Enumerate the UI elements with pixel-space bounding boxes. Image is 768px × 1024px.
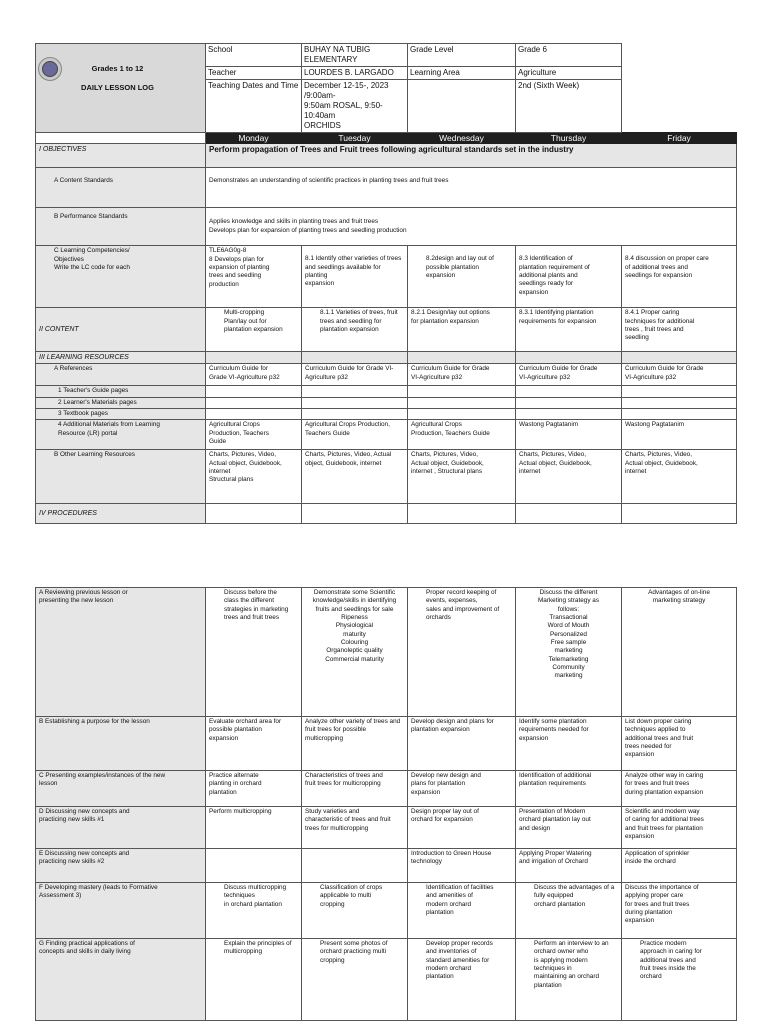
content-monday: Multi-cropping Plan/lay out for plantation expansion: [206, 308, 302, 352]
procedure-d-wednesday: Design proper lay out of orchard for expansion: [408, 807, 516, 849]
content-wednesday: 8.2.1 Design/lay out options for plantation expansion: [408, 308, 516, 352]
content-standards-row: [36, 168, 737, 208]
dates-value: December 12-15-, 2023 /9:00am- 9:50am ROSAL, 9:50-10:40am ORCHIDS: [302, 80, 408, 133]
objectives-main: Perform propagation of Trees and Fruit trees following agricultural standards set in the industry: [206, 144, 737, 168]
other-resources-row: [36, 450, 737, 504]
learning-area-value: Agriculture: [516, 67, 622, 80]
objectives-section-label: I OBJECTIVES: [36, 144, 206, 168]
grade-level-label: Grade Level: [408, 44, 516, 67]
content-friday: 8.4.1 Proper caring techniques for additional trees , fruit trees and seedling: [622, 308, 737, 352]
procedure-d-monday: Perform multicropping: [206, 807, 302, 849]
teacher-value: LOURDES B. LARGADO: [302, 67, 408, 80]
procedure-a-label: A Reviewing previous lesson or presenting the new lesson: [36, 588, 206, 717]
procedure-b-wednesday: Develop design and plans for plantation expansion: [408, 717, 516, 771]
procedure-f-friday: Discuss the importance of applying proper care for trees and fruit trees during plantation expansion: [622, 883, 737, 939]
dates-label: Teaching Dates and Time: [206, 80, 302, 133]
additional-wednesday: Agricultural Crops Production, Teachers Guide: [408, 420, 516, 450]
procedure-d-thursday: Presentation of Modern orchard plantation lay out and design: [516, 807, 622, 849]
other-monday: Charts, Pictures, Video, Actual object, Guidebook, internet Structural plans: [206, 450, 302, 504]
dll-title-cell: [36, 44, 206, 133]
procedure-e-friday: Application of sprinkler inside the orchard: [622, 849, 737, 883]
competency-friday: 8.4 discussion on proper care of additional trees and seedlings for expansion: [622, 246, 737, 308]
procedure-row-e: [36, 849, 737, 883]
school-value: BUHAY NA TUBIG ELEMENTARY: [302, 44, 408, 67]
procedure-e-wednesday: Introduction to Green House technology: [408, 849, 516, 883]
teacher-label: Teacher: [206, 67, 302, 80]
deped-seal-icon: [38, 57, 62, 81]
procedure-row-b: [36, 717, 737, 771]
competency-monday: TLE6AG0g-8 8 Develops plan for expansion of planting trees and seedling production: [206, 246, 302, 308]
procedure-a-tuesday: Demonstrate some Scientific knowledge/skills in identifying fruits and seedlings for sale Ripeness Physiological maturity Colouring Organoleptic quality Commercial maturity: [302, 588, 408, 717]
other-friday: Charts, Pictures, Video, Actual object, Guidebook, internet: [622, 450, 737, 504]
day-monday: Monday: [206, 133, 302, 144]
dll-title-line2: DAILY LESSON LOG: [81, 83, 154, 93]
competency-tuesday: 8.1 Identify other varieties of trees and seedlings available for planting expansion: [302, 246, 408, 308]
content-section-label: II CONTENT: [36, 308, 206, 352]
content-thursday: 8.3.1 Identifying plantation requirements for expansion: [516, 308, 622, 352]
procedure-d-friday: Scientific and modern way of caring for additional trees and fruit trees for plantation expansion: [622, 807, 737, 849]
procedure-b-tuesday: Analyze other variety of trees and fruit trees for possible multicropping: [302, 717, 408, 771]
quarter-value: 2nd (Sixth Week): [516, 80, 622, 133]
procedure-f-wednesday: Identification of facilities and amenities of modern orchard plantation: [408, 883, 516, 939]
procedure-e-tuesday: [302, 849, 408, 883]
competency-wednesday: 8.2design and lay out of possible plantation expansion: [408, 246, 516, 308]
performance-standards-value: Applies knowledge and skills in planting trees and fruit trees Develops plan for expansion of planting trees and seedling production: [206, 208, 737, 246]
procedure-e-label: E Discussing new concepts and practicing new skills #2: [36, 849, 206, 883]
content-row: [36, 308, 737, 352]
lesson-log-table-top: [35, 43, 737, 524]
additional-materials-row: [36, 420, 737, 450]
day-thursday: Thursday: [516, 133, 622, 144]
other-thursday: Charts, Pictures, Video, Actual object, Guidebook, internet: [516, 450, 622, 504]
school-label: School: [206, 44, 302, 67]
other-wednesday: Charts, Pictures, Video, Actual object, Guidebook, internet , Structural plans: [408, 450, 516, 504]
resources-section-row: [36, 352, 737, 364]
procedure-b-monday: Evaluate orchard area for possible plantation expansion: [206, 717, 302, 771]
procedure-row-a: [36, 588, 737, 717]
teachers-guide-row: [36, 386, 737, 397]
procedure-d-tuesday: Study varieties and characteristic of trees and fruit trees for multicropping: [302, 807, 408, 849]
content-standards-label: A Content Standards: [36, 168, 206, 208]
learners-materials-label: 2 Learner's Materials pages: [36, 397, 206, 408]
content-standards-value: Demonstrates an understanding of scientific practices in planting trees and fruit trees: [206, 168, 737, 208]
competencies-label: C Learning Competencies/ Objectives Write the LC code for each: [36, 246, 206, 308]
procedure-d-label: D Discussing new concepts and practicing new skills #1: [36, 807, 206, 849]
procedure-g-monday: Explain the principles of multicropping: [206, 939, 302, 1021]
lesson-log-table-procedures: [35, 587, 737, 1021]
additional-materials-label: 4 Additional Materials from Learning Resource (LR) portal: [36, 420, 206, 450]
procedure-g-wednesday: Develop proper records and inventories of standard amenities for modern orchard plantation: [408, 939, 516, 1021]
procedure-c-monday: Practice alternate planting in orchard plantation: [206, 771, 302, 807]
objectives-row: [36, 144, 737, 168]
procedure-b-friday: List down proper caring techniques applied to additional trees and fruit trees needed for expansion: [622, 717, 737, 771]
procedure-c-friday: Analyze other way in caring for trees and fruit trees during plantation expansion: [622, 771, 737, 807]
teachers-guide-label: 1 Teacher's Guide pages: [36, 386, 206, 397]
competency-thursday: 8.3 Identification of plantation requirement of additional plants and seedlings ready for expansion: [516, 246, 622, 308]
procedure-f-thursday: Discuss the advantages of a fully equipped orchard plantation: [516, 883, 622, 939]
references-friday: Curriculum Guide for Grade VI-Agriculture p32: [622, 364, 737, 386]
day-friday: Friday: [622, 133, 737, 144]
quarter-label-empty: [408, 80, 516, 133]
references-wednesday: Curriculum Guide for Grade VI-Agriculture p32: [408, 364, 516, 386]
learners-materials-row: [36, 397, 737, 408]
procedure-a-thursday: Discuss the different Marketing strategy as follows: Transactional Word of Mouth Personalized Free sample marketing Telemarketing Community marketing: [516, 588, 622, 717]
procedure-g-thursday: Perform an interview to an orchard owner who is applying modern techniques in maintaining an orchard plantation: [516, 939, 622, 1021]
header-row-school: [36, 44, 737, 67]
procedure-f-monday: Discuss multicropping techniques in orchard plantation: [206, 883, 302, 939]
references-tuesday: Curriculum Guide for Grade VI- Agriculture p32: [302, 364, 408, 386]
procedure-row-f: [36, 883, 737, 939]
references-label: A References: [36, 364, 206, 386]
procedure-a-monday: Discuss before the class the different strategies in marketing trees and fruit trees: [206, 588, 302, 717]
procedure-row-c: [36, 771, 737, 807]
procedures-section-row: [36, 504, 737, 524]
procedure-b-label: B Establishing a purpose for the lesson: [36, 717, 206, 771]
procedure-row-d: [36, 807, 737, 849]
day-tuesday: Tuesday: [302, 133, 408, 144]
procedure-f-label: F Developing mastery (leads to Formative Assessment 3): [36, 883, 206, 939]
performance-standards-row: [36, 208, 737, 246]
additional-friday: Wastong Pagtatanim: [622, 420, 737, 450]
additional-tuesday: Agricultural Crops Production, Teachers Guide: [302, 420, 408, 450]
performance-standards-label: B Performance Standards: [36, 208, 206, 246]
grade-level-value: Grade 6: [516, 44, 622, 67]
procedure-g-friday: Practice modern approach in caring for additional trees and fruit trees inside the orchard: [622, 939, 737, 1021]
procedure-c-tuesday: Characteristics of trees and fruit trees for multicropping: [302, 771, 408, 807]
procedure-row-g: [36, 939, 737, 1021]
procedure-c-label: C Presenting examples/instances of the new lesson: [36, 771, 206, 807]
dll-title-line1: Grades 1 to 12: [91, 64, 144, 74]
additional-monday: Agricultural Crops Production, Teachers Guide: [206, 420, 302, 450]
references-row: [36, 364, 737, 386]
competencies-row: [36, 246, 737, 308]
procedure-a-wednesday: Proper record keeping of events, expenses, sales and improvement of orchards: [408, 588, 516, 717]
textbook-row: [36, 408, 737, 419]
procedure-g-label: G Finding practical applications of concepts and skills in daily living: [36, 939, 206, 1021]
other-resources-label: B Other Learning Resources: [36, 450, 206, 504]
procedure-a-friday: Advantages of on-line marketing strategy: [622, 588, 737, 717]
procedure-e-thursday: Applying Proper Watering and irrigation of Orchard: [516, 849, 622, 883]
procedures-section-label: IV PROCEDURES: [36, 504, 206, 524]
procedure-g-tuesday: Present some photos of orchard practicing multi cropping: [302, 939, 408, 1021]
references-thursday: Curriculum Guide for Grade VI-Agriculture p32: [516, 364, 622, 386]
procedure-e-monday: [206, 849, 302, 883]
procedure-c-wednesday: Develop new design and plans for plantation expansion: [408, 771, 516, 807]
resources-section-label: III LEARNING RESOURCES: [36, 352, 206, 364]
additional-thursday: Wastong Pagtatanim: [516, 420, 622, 450]
procedure-f-tuesday: Classification of crops applicable to multi cropping: [302, 883, 408, 939]
learning-area-label: Learning Area: [408, 67, 516, 80]
day-header-row: [36, 133, 737, 144]
day-wednesday: Wednesday: [408, 133, 516, 144]
procedure-c-thursday: Identification of additional plantation requirements: [516, 771, 622, 807]
references-monday: Curriculum Guide for Grade VI-Agriculture p32: [206, 364, 302, 386]
other-tuesday: Charts, Pictures, Video, Actual object, Guidebook, internet: [302, 450, 408, 504]
textbook-label: 3 Textbook pages: [36, 408, 206, 419]
procedure-b-thursday: Identify some plantation requirements needed for expansion: [516, 717, 622, 771]
content-tuesday: 8.1.1 Varieties of trees, fruit trees and seedling for plantation expansion: [302, 308, 408, 352]
